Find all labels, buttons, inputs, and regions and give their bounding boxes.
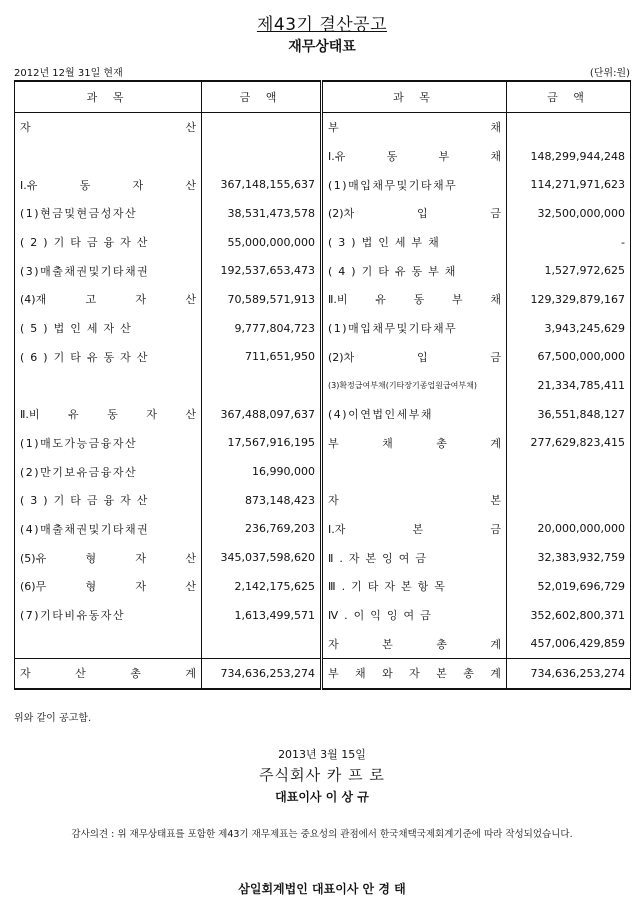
label-part: (6)무 xyxy=(20,580,47,594)
right-item-cell xyxy=(322,285,507,314)
label-part: 유 xyxy=(68,408,79,422)
label-text: (1)현금및현금성자산 xyxy=(20,207,138,221)
label-part: (5)유 xyxy=(20,551,47,565)
left-item-label xyxy=(20,435,196,451)
label-part: 본 xyxy=(490,494,501,508)
notice-statement: 위와 같이 공고함. xyxy=(14,713,92,724)
label-part: 채 xyxy=(490,293,501,307)
audit-opinion: 감사의견 : 위 재무상태표를 포함한 제43기 재무제표는 중요성의 관점에서 한국채택국제회계기준에 따라 작성되었습니다. xyxy=(71,829,573,840)
right-amount-cell: 3,943,245,629 xyxy=(507,314,631,343)
label-part: 산 xyxy=(185,293,196,307)
right-amount-cell xyxy=(507,457,631,486)
label-part: 본 xyxy=(436,667,447,681)
right-amount-cell: - xyxy=(507,228,631,257)
left-amount-cell: 734,636,253,274 xyxy=(202,659,322,689)
label-part: 부 xyxy=(451,293,463,307)
label-text: (1)매입채무및기타채무 xyxy=(328,322,458,336)
table-row xyxy=(15,170,631,199)
left-item-label xyxy=(20,205,196,221)
left-item-cell xyxy=(15,170,202,199)
right-item-label xyxy=(328,578,501,594)
right-item-cell xyxy=(322,429,507,458)
label-part: 자 xyxy=(328,494,339,508)
left-amount-cell xyxy=(202,629,322,658)
table-row xyxy=(15,228,631,257)
label-part: Ⅰ.유 xyxy=(328,150,346,164)
right-item-cell xyxy=(322,457,507,486)
table-row xyxy=(15,429,631,458)
left-item-cell xyxy=(15,659,202,689)
right-amount-cell: 52,019,696,729 xyxy=(507,572,631,601)
left-amount-cell: 367,488,097,637 xyxy=(202,400,322,429)
col-header-item-right: 과 목 xyxy=(322,81,507,113)
label-part: 총 xyxy=(436,436,447,450)
left-amount-cell: 367,148,155,637 xyxy=(202,170,322,199)
left-item-cell xyxy=(15,228,202,257)
table-row xyxy=(15,142,631,171)
label-part: 고 xyxy=(85,293,97,307)
right-amount-cell: 32,383,932,759 xyxy=(507,543,631,572)
label-part: 자 xyxy=(132,178,144,192)
right-item-label xyxy=(328,521,501,537)
left-amount-cell: 9,777,804,723 xyxy=(202,314,322,343)
right-item-label xyxy=(328,148,501,164)
label-part: 자 xyxy=(20,667,31,681)
table-row xyxy=(15,601,631,630)
left-amount-cell xyxy=(202,371,322,400)
left-item-cell xyxy=(15,543,202,572)
left-item-cell xyxy=(15,113,202,142)
right-amount-cell xyxy=(507,486,631,515)
table-row xyxy=(15,113,631,142)
label-part: 와 xyxy=(382,667,393,681)
left-item-label xyxy=(20,349,196,365)
label-part: 본 xyxy=(382,637,393,651)
left-item-cell xyxy=(15,256,202,285)
label-text: (1)매입채무및기타채무 xyxy=(328,178,458,192)
label-part: 유 xyxy=(375,293,386,307)
label-part: 계 xyxy=(490,436,501,450)
right-item-cell xyxy=(322,629,507,658)
right-item-cell xyxy=(322,601,507,630)
left-item-cell xyxy=(15,371,202,400)
label-part: 본 xyxy=(412,522,424,536)
col-header-amount-right: 금 액 xyxy=(507,81,631,113)
left-item-label xyxy=(20,291,196,307)
left-amount-cell: 1,613,499,571 xyxy=(202,601,322,630)
label-text: (3)법인세부채 xyxy=(328,236,445,250)
right-item-label xyxy=(328,406,501,422)
right-amount-cell: 457,006,429,859 xyxy=(507,629,631,658)
right-item-label xyxy=(328,205,501,221)
label-part: 산 xyxy=(185,408,196,422)
left-amount-cell: 236,769,203 xyxy=(202,515,322,544)
label-part: 총 xyxy=(463,667,474,681)
right-amount-cell: 67,500,000,000 xyxy=(507,343,631,372)
label-part: (2)차 xyxy=(328,207,355,221)
left-amount-cell: 16,990,000 xyxy=(202,457,322,486)
right-item-label xyxy=(328,119,501,135)
left-item-label xyxy=(20,607,196,623)
company-name: 주식회사 카 프 로 xyxy=(259,766,385,784)
left-item-label xyxy=(20,263,196,279)
left-item-cell xyxy=(15,457,202,486)
label-part: 자 xyxy=(135,551,147,565)
table-row xyxy=(15,314,631,343)
left-item-cell xyxy=(15,572,202,601)
balance-sheet-table xyxy=(14,80,631,690)
right-amount-cell: 148,299,944,248 xyxy=(507,142,631,171)
table-row xyxy=(15,199,631,228)
left-item-cell xyxy=(15,515,202,544)
label-part: (4)재 xyxy=(20,293,47,307)
right-item-label xyxy=(328,291,501,307)
left-item-label xyxy=(20,521,196,537)
left-amount-cell: 192,537,653,473 xyxy=(202,256,322,285)
label-text: (7)기타비유동자산 xyxy=(20,609,125,623)
label-text: (4)이연법인세부채 xyxy=(328,408,433,422)
right-item-cell xyxy=(322,142,507,171)
label-part: 부 xyxy=(328,667,339,681)
right-amount-cell: 734,636,253,274 xyxy=(507,659,631,689)
left-amount-cell: 17,567,916,195 xyxy=(202,429,322,458)
left-item-label xyxy=(20,550,196,566)
publication-date: 2013년 3월 15일 xyxy=(278,748,366,761)
label-part: 채 xyxy=(490,121,501,135)
table-row xyxy=(15,256,631,285)
label-text: Ⅳ.이익잉여금 xyxy=(328,609,437,623)
label-part: 채 xyxy=(355,667,366,681)
label-part: 산 xyxy=(75,667,86,681)
right-amount-cell: 32,500,000,000 xyxy=(507,199,631,228)
right-item-cell xyxy=(322,256,507,285)
label-part: 계 xyxy=(490,667,501,681)
label-part: 동 xyxy=(79,178,91,192)
table-row xyxy=(15,457,631,486)
label-part: 자 xyxy=(409,667,420,681)
label-part: 자 xyxy=(146,408,157,422)
right-item-label xyxy=(328,234,501,250)
right-item-cell xyxy=(322,486,507,515)
notice-title: 제43기 결산공고 xyxy=(256,15,388,35)
table-row xyxy=(15,629,631,658)
right-amount-cell: 129,329,879,167 xyxy=(507,285,631,314)
left-item-label xyxy=(20,234,196,250)
label-part: 동 xyxy=(107,408,118,422)
left-item-cell xyxy=(15,400,202,429)
right-item-label xyxy=(328,349,501,365)
right-amount-cell: 20,000,000,000 xyxy=(507,515,631,544)
label-part: 채 xyxy=(490,150,501,164)
table-row xyxy=(15,285,631,314)
label-part: 입 xyxy=(416,350,428,364)
right-item-label xyxy=(328,492,501,508)
left-item-label xyxy=(20,119,196,135)
left-item-cell xyxy=(15,199,202,228)
label-part: 금 xyxy=(490,207,501,221)
left-item-label xyxy=(20,665,196,681)
right-item-cell xyxy=(322,371,507,400)
left-item-label xyxy=(20,578,196,594)
label-text: Ⅲ.기타자본항목 xyxy=(328,580,451,594)
label-text: (4)기타유동부채 xyxy=(328,264,462,278)
left-item-label xyxy=(20,492,196,508)
right-item-cell xyxy=(322,199,507,228)
label-part: 총 xyxy=(130,667,141,681)
left-item-label xyxy=(20,464,196,480)
label-text: (3)확정급여부채(기타장기종업원급여부채) xyxy=(328,381,477,391)
left-item-cell xyxy=(15,285,202,314)
right-amount-cell: 277,629,823,415 xyxy=(507,429,631,458)
label-part: 부 xyxy=(438,150,450,164)
label-part: 금 xyxy=(490,522,501,536)
left-item-cell xyxy=(15,343,202,372)
label-part: Ⅱ.비 xyxy=(328,293,348,307)
left-amount-cell: 345,037,598,620 xyxy=(202,543,322,572)
label-part: 동 xyxy=(413,293,425,307)
label-part: (2)차 xyxy=(328,350,355,364)
label-part: 금 xyxy=(490,350,501,364)
left-item-label xyxy=(20,320,196,336)
label-part: 입 xyxy=(416,207,428,221)
right-amount-cell: 1,527,972,625 xyxy=(507,256,631,285)
label-part: 계 xyxy=(490,637,501,651)
label-part: 산 xyxy=(185,178,196,192)
right-item-label xyxy=(328,636,501,652)
statement-date: 2012년 12월 31일 현재 xyxy=(14,68,123,79)
right-item-label xyxy=(328,177,501,193)
label-part: 형 xyxy=(85,580,97,594)
label-part: 동 xyxy=(386,150,398,164)
left-item-cell xyxy=(15,142,202,171)
left-item-cell xyxy=(15,314,202,343)
label-text: (5)법인세자산 xyxy=(20,322,137,336)
label-part: 자 xyxy=(328,637,339,651)
label-part: 산 xyxy=(185,551,196,565)
right-amount-cell: 21,334,785,411 xyxy=(507,371,631,400)
left-amount-cell: 873,148,423 xyxy=(202,486,322,515)
right-amount-cell xyxy=(507,113,631,142)
label-part: Ⅰ.유 xyxy=(20,178,38,192)
table-row xyxy=(15,572,631,601)
left-amount-cell: 711,651,950 xyxy=(202,343,322,372)
left-item-cell xyxy=(15,601,202,630)
statement-title: 재무상태표 xyxy=(288,39,356,55)
label-text: Ⅱ.자본잉여금 xyxy=(328,551,433,565)
right-item-label xyxy=(328,380,501,391)
auditor-name: 삼일회계법인 대표이사 안 경 태 xyxy=(238,882,406,896)
right-item-label xyxy=(328,665,501,681)
right-item-cell xyxy=(322,343,507,372)
left-item-label xyxy=(20,177,196,193)
right-item-label xyxy=(328,550,501,566)
left-amount-cell xyxy=(202,142,322,171)
label-part: 형 xyxy=(85,551,97,565)
label-part: 산 xyxy=(185,580,196,594)
label-part: Ⅰ.자 xyxy=(328,522,346,536)
right-item-cell xyxy=(322,400,507,429)
left-amount-cell: 55,000,000,000 xyxy=(202,228,322,257)
left-amount-cell xyxy=(202,113,322,142)
table-row xyxy=(15,343,631,372)
right-item-cell xyxy=(322,572,507,601)
unit-label: (단위:원) xyxy=(589,68,630,79)
label-part: 부 xyxy=(328,436,339,450)
left-item-cell xyxy=(15,629,202,658)
label-text: (3)매출채권및기타채권 xyxy=(20,264,150,278)
right-item-label xyxy=(328,263,501,279)
label-text: (6)기타유동자산 xyxy=(20,350,154,364)
right-item-label xyxy=(328,435,501,451)
right-item-cell xyxy=(322,543,507,572)
label-text: (1)매도가능금융자산 xyxy=(20,436,138,450)
label-part: 자 xyxy=(20,121,31,135)
table-row xyxy=(15,659,631,689)
ceo-name: 대표이사 이 상 규 xyxy=(275,790,369,804)
right-item-cell xyxy=(322,314,507,343)
label-part: 산 xyxy=(185,121,196,135)
right-item-cell xyxy=(322,113,507,142)
right-amount-cell: 352,602,800,371 xyxy=(507,601,631,630)
table-row xyxy=(15,371,631,400)
left-amount-cell: 38,531,473,578 xyxy=(202,199,322,228)
col-header-amount-left: 금 액 xyxy=(202,81,322,113)
left-amount-cell: 70,589,571,913 xyxy=(202,285,322,314)
left-item-cell xyxy=(15,486,202,515)
label-text: (2)기타금융자산 xyxy=(20,236,154,250)
right-amount-cell: 36,551,848,127 xyxy=(507,400,631,429)
right-item-cell xyxy=(322,170,507,199)
left-amount-cell: 2,142,175,625 xyxy=(202,572,322,601)
label-part: 자 xyxy=(135,580,147,594)
label-text: (2)만기보유금융자산 xyxy=(20,465,138,479)
right-item-label xyxy=(328,607,501,623)
table-row xyxy=(15,486,631,515)
right-item-label xyxy=(328,320,501,336)
table-row xyxy=(15,400,631,429)
right-amount-cell: 114,271,971,623 xyxy=(507,170,631,199)
label-text: (4)매출채권및기타채권 xyxy=(20,522,150,536)
label-part: Ⅱ.비 xyxy=(20,408,40,422)
label-text: (3)기타금융자산 xyxy=(20,494,154,508)
label-part: 총 xyxy=(436,637,447,651)
right-item-cell xyxy=(322,659,507,689)
label-part: 채 xyxy=(382,436,393,450)
table-row xyxy=(15,515,631,544)
right-item-cell xyxy=(322,228,507,257)
left-item-cell xyxy=(15,429,202,458)
right-item-cell xyxy=(322,515,507,544)
label-part: 부 xyxy=(328,121,339,135)
table-row xyxy=(15,543,631,572)
label-part: 자 xyxy=(135,293,147,307)
col-header-item-left: 과 목 xyxy=(15,81,202,113)
left-item-label xyxy=(20,406,196,422)
table-header-row xyxy=(15,81,631,113)
label-part: 계 xyxy=(185,667,196,681)
